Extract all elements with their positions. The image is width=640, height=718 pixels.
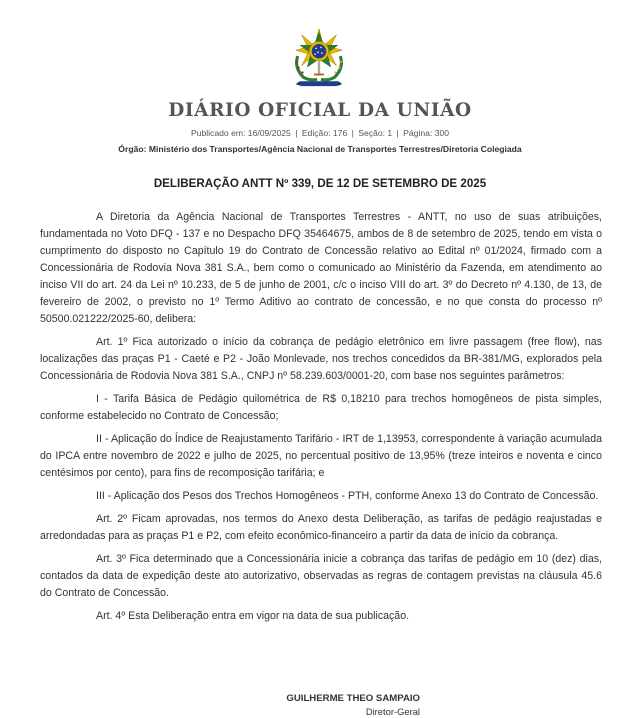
orgao-line [0,144,640,154]
page-number: Página: 300 [403,128,450,138]
item-ii-paragraph: II - Aplicação do Índice de Reajustamento Tarifário - IRT de 1,13953, correspondente à variação acumulada do IPCA entre novembro de 2022 e julho de 2025, no percentual positivo de 13,95% (treze inteiros e noventa e cinco centésimos por cento), para fins de recomposição tarifária; e [40,433,602,479]
signatory-role: Diretor-Geral [365,706,420,717]
section-number: Seção: 1 [358,128,393,138]
publication-name: DIÁRIO OFICIAL DA UNIÃO [168,100,472,121]
separator: | [351,128,354,138]
article-3-paragraph: Art. 3º Fica determinado que a Concessionária inicie a cobrança das tarifas de pedágio em 10 (dez) dias, contados da data de expedição deste ato autorizativo, observadas as regras de contagem previstas na cláusula 45.6 do Contrato de Concessão. [40,553,602,599]
document-body [40,209,602,631]
item-i-paragraph: I - Tarifa Básica de Pedágio quilométrica de R$ 0,18210 para trechos homogêneos de pista simples, conforme estabelecido no Contrato de Concessão; [40,393,602,422]
separator: | [295,128,298,138]
brazil-coat-of-arms-icon [288,27,350,89]
item-iii-paragraph: III - Aplicação dos Pesos dos Trechos Homogêneos - PTH, conforme Anexo 13 do Contrato de Concessão. [96,490,599,502]
publication-info [0,128,640,138]
edition-number: Edição: 176 [301,128,348,138]
published-date: Publicado em: 16/09/2025 [190,128,291,138]
article-4-paragraph: Art. 4º Esta Deliberação entra em vigor na data de sua publicação. [96,610,410,622]
document-title: DELIBERAÇÃO ANTT Nº 339, DE 12 DE SETEMBRO DE 2025 [153,177,487,190]
article-1-paragraph: Art. 1º Fica autorizado o início da cobrança de pedágio eletrônico em livre passagem (free flow), nas localizações das praças P1 - Caeté e P2 - João Monlevade, nos trechos concedidos da BR-381/MG, explorados pela Concessionária de Rodovia Nova 381 S.A., CNPJ nº 58.239.603/0001-20, com base nos seguintes parâmetros: [40,336,602,382]
orgao-label: Órgão: [118,144,147,154]
preamble-paragraph: A Diretoria da Agência Nacional de Transportes Terrestres - ANTT, no uso de suas atribuições, fundamentada no Voto DFQ - 137 e no Despacho DFQ 35464675, ambos de 8 de setembro de 2025, tendo em vista o cumprimento do disposto no Capítulo 19 do Contrato de Concessão relativo ao Edital nº 01/2024, firmado com a Concessionária de Rodovia Nova 381 S.A., bem como o comunicado ao Ministério da Fazenda, em atendimento ao inciso VII do art. 24 da Lei nº 10.233, de 5 de junho de 2001, c/c o inciso VIII do art. 3º do Decreto nº 4.130, de 13, de fevereiro de 2002, o previsto no 1º Termo Aditivo ao contrato de concessão, e no que consta do processo nº 50500.021222/2025-60, delibera: [40,211,602,325]
separator: | [396,128,399,138]
orgao-value: Ministério dos Transportes/Agência Nacional de Transportes Terrestres/Diretoria Colegiada [148,144,522,154]
signatory-name: GUILHERME THEO SAMPAIO [286,693,420,704]
signature-block [0,692,420,718]
article-2-paragraph: Art. 2º Ficam aprovadas, nos termos do Anexo desta Deliberação, as tarifas de pedágio reajustadas e arredondadas para as praças P1 e P2, com efeito econômico-financeiro a partir da data de início da cobrança. [40,513,602,542]
